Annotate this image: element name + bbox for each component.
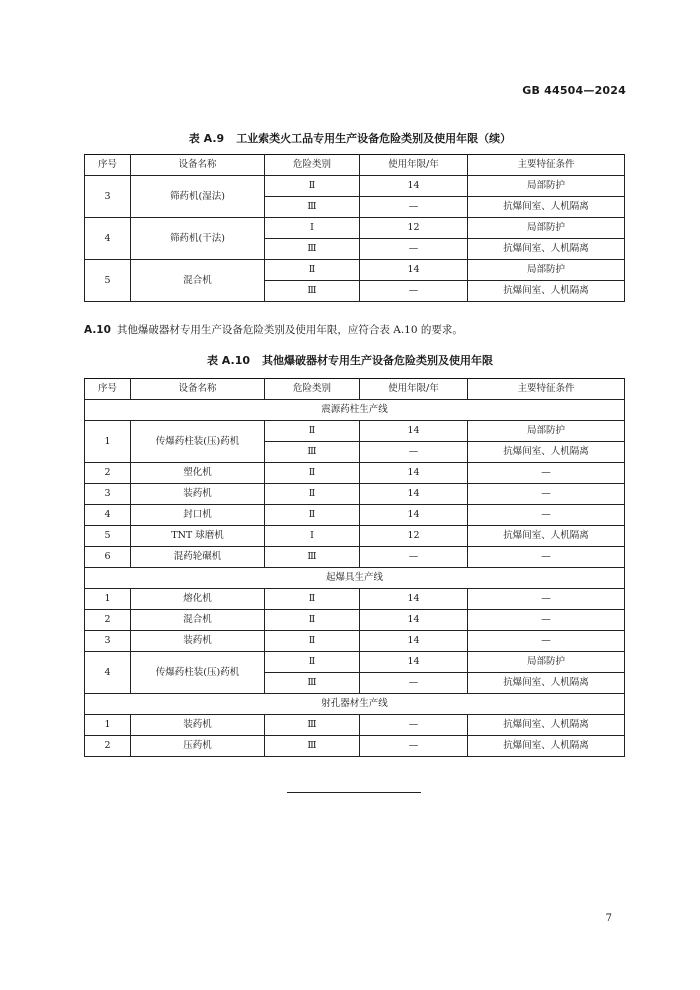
equipment-name-cell: 筛药机(干法) — [131, 218, 265, 260]
condition-cell: 抗爆间室、人机隔离 — [468, 715, 625, 736]
service-life-cell: 14 — [360, 176, 468, 197]
column-header: 主要特征条件 — [468, 379, 625, 400]
table-row — [85, 176, 625, 197]
row-number-cell: 4 — [85, 652, 131, 694]
condition-cell: 抗爆间室、人机隔离 — [468, 239, 625, 260]
condition-cell: 抗爆间室、人机隔离 — [468, 673, 625, 694]
service-life-cell: 14 — [360, 463, 468, 484]
condition-cell: — — [468, 463, 625, 484]
equipment-name-cell: 混药轮碾机 — [131, 547, 265, 568]
table-row — [85, 526, 625, 547]
row-number-cell: 3 — [85, 631, 131, 652]
hazard-category-cell: Ⅲ — [265, 442, 360, 463]
service-life-cell: — — [360, 547, 468, 568]
condition-cell: — — [468, 610, 625, 631]
column-header: 使用年限/年 — [360, 155, 468, 176]
service-life-cell: 12 — [360, 526, 468, 547]
row-number-cell: 5 — [85, 526, 131, 547]
service-life-cell: 14 — [360, 421, 468, 442]
hazard-category-cell: Ⅱ — [265, 652, 360, 673]
column-header: 危险类别 — [265, 155, 360, 176]
column-header: 主要特征条件 — [468, 155, 625, 176]
equipment-name-cell: 装药机 — [131, 484, 265, 505]
table-a10-title-text: 其他爆破器材专用生产设备危险类别及使用年限 — [262, 354, 494, 367]
hazard-category-cell: Ⅲ — [265, 715, 360, 736]
hazard-category-cell: Ⅱ — [265, 176, 360, 197]
table-row — [85, 589, 625, 610]
service-life-cell: 14 — [360, 589, 468, 610]
hazard-category-cell: Ⅱ — [265, 610, 360, 631]
row-number-cell: 1 — [85, 715, 131, 736]
table-a9 — [84, 154, 625, 302]
table-row — [85, 652, 625, 673]
service-life-cell: — — [360, 239, 468, 260]
column-header: 序号 — [85, 379, 131, 400]
condition-cell: 局部防护 — [468, 421, 625, 442]
hazard-category-cell: Ⅲ — [265, 239, 360, 260]
service-life-cell: — — [360, 442, 468, 463]
column-header: 危险类别 — [265, 379, 360, 400]
equipment-name-cell: 装药机 — [131, 631, 265, 652]
condition-cell: 局部防护 — [468, 260, 625, 281]
service-life-cell: — — [360, 673, 468, 694]
condition-cell: 抗爆间室、人机隔离 — [468, 442, 625, 463]
hazard-category-cell: Ⅱ — [265, 260, 360, 281]
row-number-cell: 1 — [85, 421, 131, 463]
table-row — [85, 421, 625, 442]
end-of-document-line — [287, 792, 421, 793]
condition-cell: 抗爆间室、人机隔离 — [468, 197, 625, 218]
service-life-cell: — — [360, 715, 468, 736]
table-header-row — [85, 379, 625, 400]
hazard-category-cell: Ⅲ — [265, 547, 360, 568]
service-life-cell: — — [360, 281, 468, 302]
condition-cell: 抗爆间室、人机隔离 — [468, 736, 625, 757]
equipment-name-cell: 混合机 — [131, 610, 265, 631]
table-row — [85, 484, 625, 505]
equipment-name-cell: 筛药机(湿法) — [131, 176, 265, 218]
section-row — [85, 568, 625, 589]
table-a10-label: 表 A.10 — [206, 354, 251, 367]
table-row — [85, 505, 625, 526]
equipment-name-cell: TNT 球磨机 — [131, 526, 265, 547]
row-number-cell: 3 — [85, 484, 131, 505]
hazard-category-cell: Ⅱ — [265, 589, 360, 610]
row-number-cell: 3 — [85, 176, 131, 218]
table-a9-title-text: 工业索类火工品专用生产设备危险类别及使用年限（续） — [236, 132, 512, 145]
service-life-cell: 14 — [360, 484, 468, 505]
condition-cell: 局部防护 — [468, 652, 625, 673]
clause-number: A.10 — [84, 324, 111, 336]
column-header: 使用年限/年 — [360, 379, 468, 400]
hazard-category-cell: Ⅲ — [265, 673, 360, 694]
condition-cell: 抗爆间室、人机隔离 — [468, 281, 625, 302]
section-heading-cell: 震源药柱生产线 — [85, 400, 625, 421]
row-number-cell: 6 — [85, 547, 131, 568]
column-header: 设备名称 — [131, 379, 265, 400]
service-life-cell: 14 — [360, 505, 468, 526]
table-row — [85, 715, 625, 736]
hazard-category-cell: Ⅱ — [265, 421, 360, 442]
column-header: 序号 — [85, 155, 131, 176]
row-number-cell: 4 — [85, 505, 131, 526]
hazard-category-cell: Ⅰ — [265, 218, 360, 239]
condition-cell: — — [468, 484, 625, 505]
hazard-category-cell: Ⅱ — [265, 484, 360, 505]
service-life-cell: 14 — [360, 631, 468, 652]
equipment-name-cell: 封口机 — [131, 505, 265, 526]
service-life-cell: — — [360, 736, 468, 757]
condition-cell: 局部防护 — [468, 176, 625, 197]
service-life-cell: 14 — [360, 610, 468, 631]
service-life-cell: — — [360, 197, 468, 218]
row-number-cell: 1 — [85, 589, 131, 610]
condition-cell: 抗爆间室、人机隔离 — [468, 526, 625, 547]
hazard-category-cell: Ⅲ — [265, 736, 360, 757]
table-row — [85, 631, 625, 652]
table-a9-label: 表 A.9 — [188, 132, 225, 145]
condition-cell: — — [468, 505, 625, 526]
table-row — [85, 736, 625, 757]
condition-cell: 局部防护 — [468, 218, 625, 239]
section-heading-cell: 射孔器材生产线 — [85, 694, 625, 715]
equipment-name-cell: 塑化机 — [131, 463, 265, 484]
equipment-name-cell: 压药机 — [131, 736, 265, 757]
hazard-category-cell: Ⅱ — [265, 505, 360, 526]
equipment-name-cell: 熔化机 — [131, 589, 265, 610]
table-a10-title — [0, 352, 700, 368]
condition-cell: — — [468, 631, 625, 652]
table-row — [85, 547, 625, 568]
table-row — [85, 218, 625, 239]
clause-a10 — [84, 322, 463, 337]
table-a9-title — [0, 130, 700, 146]
row-number-cell: 4 — [85, 218, 131, 260]
condition-cell: — — [468, 547, 625, 568]
condition-cell: — — [468, 589, 625, 610]
table-row — [85, 260, 625, 281]
page-number: 7 — [605, 913, 612, 924]
hazard-category-cell: Ⅲ — [265, 281, 360, 302]
section-row — [85, 694, 625, 715]
row-number-cell: 2 — [85, 463, 131, 484]
service-life-cell: 14 — [360, 652, 468, 673]
hazard-category-cell: Ⅱ — [265, 463, 360, 484]
table-row — [85, 463, 625, 484]
section-heading-cell: 起爆具生产线 — [85, 568, 625, 589]
equipment-name-cell: 混合机 — [131, 260, 265, 302]
equipment-name-cell: 传爆药柱装(压)药机 — [131, 652, 265, 694]
hazard-category-cell: Ⅲ — [265, 197, 360, 218]
service-life-cell: 14 — [360, 260, 468, 281]
row-number-cell: 2 — [85, 610, 131, 631]
table-header-row — [85, 155, 625, 176]
row-number-cell: 2 — [85, 736, 131, 757]
hazard-category-cell: Ⅱ — [265, 631, 360, 652]
equipment-name-cell: 装药机 — [131, 715, 265, 736]
row-number-cell: 5 — [85, 260, 131, 302]
hazard-category-cell: Ⅰ — [265, 526, 360, 547]
table-row — [85, 610, 625, 631]
standard-code: GB 44504—2024 — [522, 84, 626, 97]
service-life-cell: 12 — [360, 218, 468, 239]
table-a10 — [84, 378, 625, 757]
section-row — [85, 400, 625, 421]
column-header: 设备名称 — [131, 155, 265, 176]
clause-text: 其他爆破器材专用生产设备危险类别及使用年限，应符合表 A.10 的要求。 — [116, 324, 463, 336]
equipment-name-cell: 传爆药柱装(压)药机 — [131, 421, 265, 463]
